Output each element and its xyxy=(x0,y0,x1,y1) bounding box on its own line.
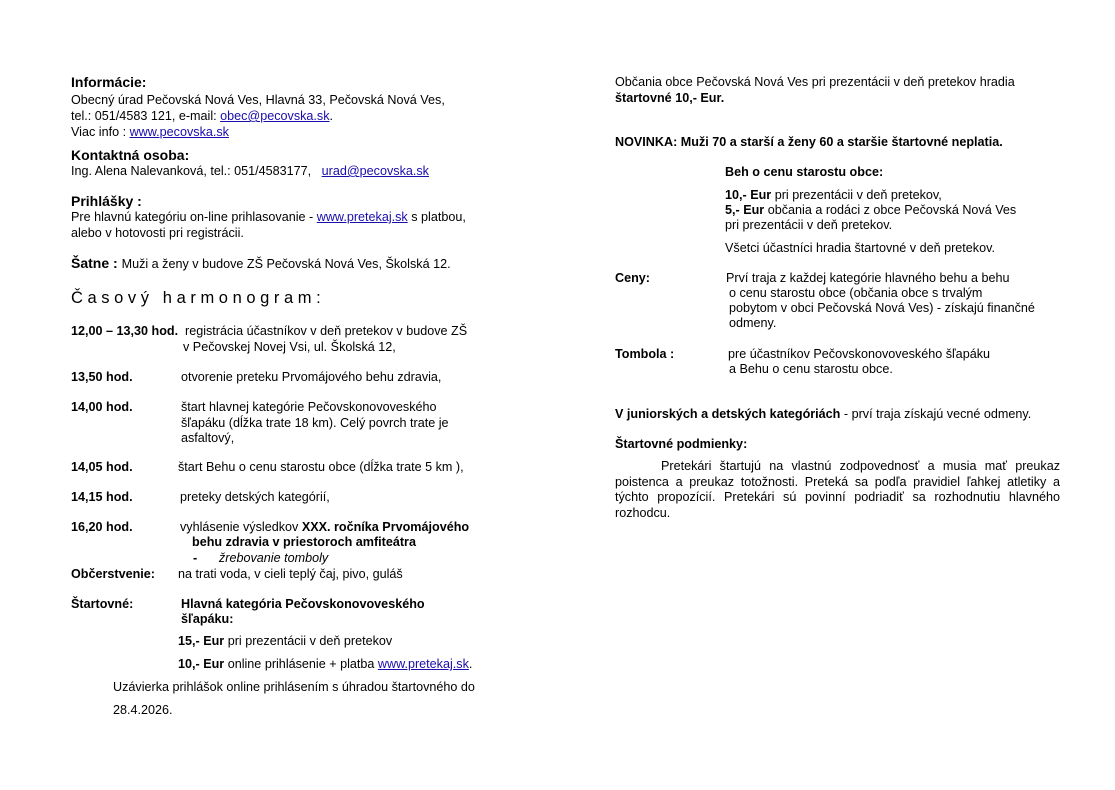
signup-line1 xyxy=(71,209,466,225)
info-tel-text: tel.: 051/4583 121, e-mail: xyxy=(71,109,221,123)
fee-price-2-amount: 10,- Eur xyxy=(178,657,225,671)
wardrobe-line xyxy=(71,255,451,272)
juniors-text: - prví traja získajú vecné odmeny. xyxy=(840,407,1032,421)
fee-price-2-text: online prihlásenie + platba xyxy=(224,657,378,671)
schedule-time-2: 13,50 hod. xyxy=(71,370,133,384)
schedule-desc-3c: asfaltový, xyxy=(181,431,235,445)
fee-label: Štartovné: xyxy=(71,597,134,611)
refresh-label: Občerstvenie: xyxy=(71,567,155,581)
mayor-price-1-text: pri prezentácii v deň pretekov, xyxy=(771,188,942,202)
signup-link[interactable]: www.pretekaj.sk xyxy=(316,210,408,224)
juniors-line xyxy=(615,406,1031,422)
info-heading: Informácie: xyxy=(71,74,147,90)
conditions-text: Pretekári štartujú na vlastnú zodpovednosť a musia mať preukaz poistenca a preukaz totožnosti. Preteká sa podľa pravidiel ľahkej atletiky a týchto propozícií. Pretekári sú povinní podriadiť sa rozhodnutiu hlavného rozhodcu. xyxy=(615,459,1060,520)
mayor-price-1-amount: 10,- Eur xyxy=(725,188,772,202)
signup-text: Pre hlavnú kategóriu on-line prihlasovanie - xyxy=(71,210,317,224)
tombola-line2: a Behu o cenu starostu obce. xyxy=(729,362,893,376)
info-tel xyxy=(71,108,333,124)
contact-text: Ing. Alena Nalevanková, tel.: 051/4583177, xyxy=(71,164,312,178)
refresh-text: na trati voda, v cieli teplý čaj, pivo, guláš xyxy=(178,567,403,581)
fee-price-2-suffix: . xyxy=(468,657,473,671)
prizes-line1: Prví traja z každej kategórie hlavného behu a behu xyxy=(726,271,1010,285)
wardrobe-heading: Šatne : xyxy=(71,255,122,271)
prizes-line3: pobytom v obci Pečovská Nová Ves) - získajú finančné xyxy=(729,301,1035,315)
schedule-desc-6b: behu zdravia v priestoroch amfiteátra xyxy=(192,535,416,549)
schedule-time-3: 14,00 hod. xyxy=(71,400,133,414)
mayor-price-2-amount: 5,- Eur xyxy=(725,203,765,217)
contact-line xyxy=(71,163,429,179)
schedule-time-4: 14,05 hod. xyxy=(71,460,133,474)
fee-price-2 xyxy=(178,656,472,672)
mayor-heading: Beh o cenu starostu obce: xyxy=(725,165,884,179)
mayor-price-2-text: občania a rodáci z obce Pečovská Nová Ves xyxy=(764,203,1017,217)
info-address: Obecný úrad Pečovská Nová Ves, Hlavná 33, Pečovská Nová Ves, xyxy=(71,93,445,107)
schedule-desc-1a: registrácia účastníkov v deň pretekov v budove ZŠ xyxy=(185,324,468,338)
prizes-line2: o cenu starostu obce (občania obce s trvalým xyxy=(729,286,983,300)
prizes-label: Ceny: xyxy=(615,271,650,285)
signup-line2: alebo v hotovosti pri registrácii. xyxy=(71,226,244,240)
contact-email-link[interactable]: urad@pecovska.sk xyxy=(321,164,429,178)
mayor-price-2b: pri prezentácii v deň pretekov. xyxy=(725,218,893,232)
schedule-desc-3b: šľapáku (dĺžka trate 18 km). Celý povrch trate je xyxy=(181,416,449,430)
wardrobe-text: Muži a ženy v budove ZŠ Pečovská Nová Ves, Školská 12. xyxy=(121,257,451,271)
schedule-time-1: 12,00 – 13,30 hod. xyxy=(71,324,179,338)
schedule-desc-6a xyxy=(180,519,469,535)
signup-heading: Prihlášky : xyxy=(71,193,142,209)
contact-heading: Kontaktná osoba: xyxy=(71,147,190,163)
info-more xyxy=(71,124,229,140)
schedule-desc-1b: v Pečovskej Novej Vsi, ul. Školská 12, xyxy=(183,340,396,354)
info-more-text: Viac info : xyxy=(71,125,130,139)
schedule-desc-6-text: vyhlásenie výsledkov xyxy=(180,520,302,534)
info-email-suffix: . xyxy=(329,109,334,123)
schedule-desc-4: štart Behu o cenu starostu obce (dĺžka trate 5 km ), xyxy=(178,460,464,474)
novinka-line: NOVINKA: Muži 70 a starší a ženy 60 a staršie štartovné neplatia. xyxy=(615,135,1003,149)
schedule-desc-6-dash: - xyxy=(193,551,198,565)
schedule-time-6: 16,20 hod. xyxy=(71,520,133,534)
info-email-link[interactable]: obec@pecovska.sk xyxy=(220,109,330,123)
mayor-price-1 xyxy=(725,187,942,203)
conditions-heading: Štartovné podmienky: xyxy=(615,437,748,451)
fee-price-1-text: pri prezentácii v deň pretekov xyxy=(224,634,393,648)
signup-suffix: s platbou, xyxy=(407,210,466,224)
schedule-desc-2: otvorenie preteku Prvomájového behu zdravia, xyxy=(181,370,442,384)
schedule-desc-6-bold: XXX. ročníka Prvomájového xyxy=(301,520,470,534)
deadline-line1: Uzávierka prihlášok online prihlásením s úhradou štartovného do xyxy=(113,680,475,694)
fee-price-1-amount: 15,- Eur xyxy=(178,634,225,648)
fee-price-1 xyxy=(178,633,392,649)
info-website-link[interactable]: www.pecovska.sk xyxy=(129,125,229,139)
mayor-price-2 xyxy=(725,202,1016,218)
tombola-label: Tombola : xyxy=(615,347,675,361)
residents-line1: Občania obce Pečovská Nová Ves pri prezentácii v deň pretekov hradia xyxy=(615,75,1015,89)
tombola-line1: pre účastníkov Pečovskonovoveského šľapáku xyxy=(728,347,990,361)
mayor-all: Všetci účastníci hradia štartovné v deň pretekov. xyxy=(725,241,995,255)
juniors-bold: V juniorských a detských kategóriách xyxy=(615,407,841,421)
schedule-desc-5: preteky detských kategórií, xyxy=(180,490,330,504)
fee-category-2: šľapáku: xyxy=(181,612,234,626)
schedule-desc-6c: žrebovanie tomboly xyxy=(219,551,329,565)
residents-line2: štartovné 10,- Eur. xyxy=(615,91,725,105)
prizes-line4: odmeny. xyxy=(729,316,777,330)
deadline-line2: 28.4.2026. xyxy=(113,703,173,717)
fee-category-1: Hlavná kategória Pečovskonovoveského xyxy=(181,597,425,611)
fee-pretekaj-link[interactable]: www.pretekaj.sk xyxy=(377,657,469,671)
schedule-desc-3a: štart hlavnej kategórie Pečovskonovoveského xyxy=(181,400,437,414)
schedule-heading: Časový harmonogram: xyxy=(71,289,326,307)
schedule-time-5: 14,15 hod. xyxy=(71,490,133,504)
